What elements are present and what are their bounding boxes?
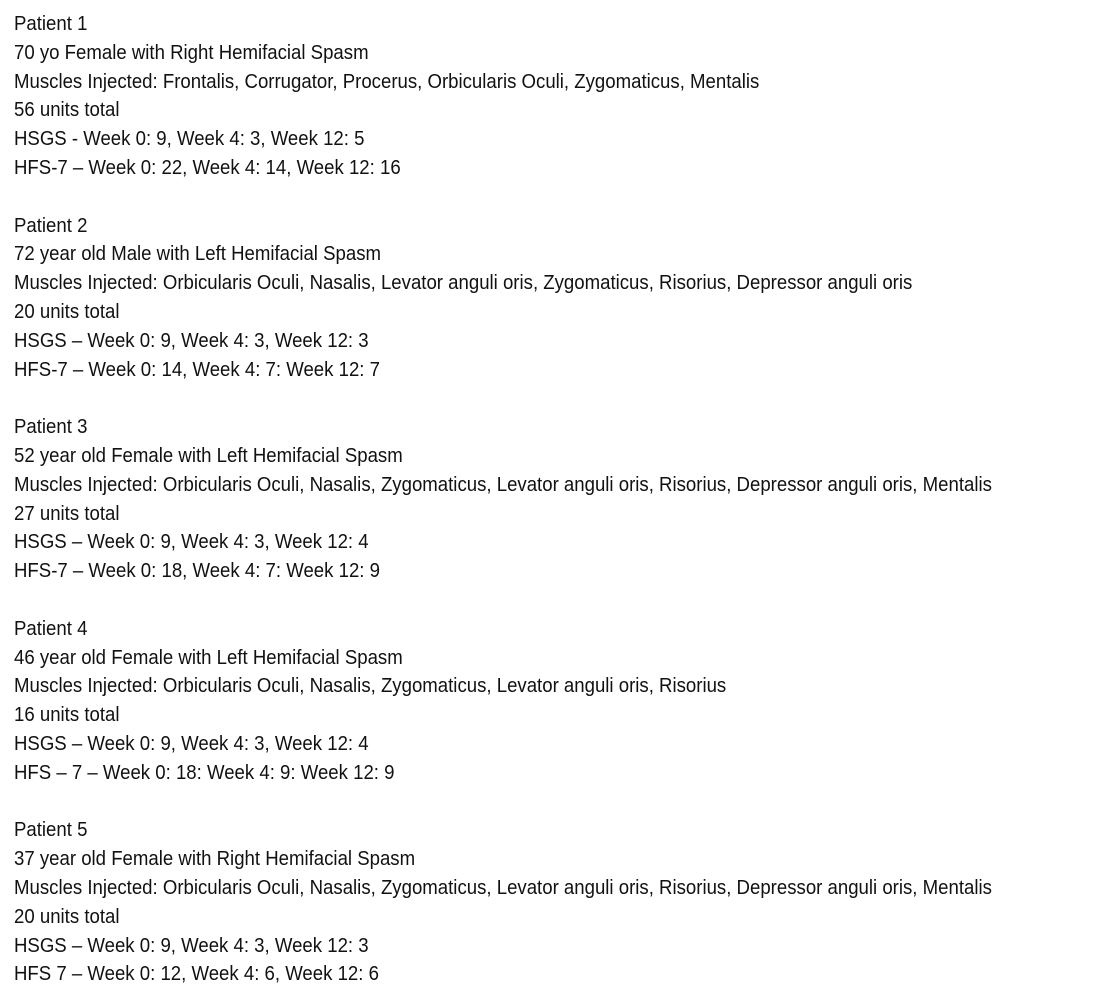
units-total: 56 units total [14,99,120,122]
hfs-scores: HFS-7 – Week 0: 22, Week 4: 14, Week 12: 16 [14,156,401,179]
hsgs-scores: HSGS – Week 0: 9, Week 4: 3, Week 12: 3 [14,329,369,352]
muscles-injected: Muscles Injected: Orbicularis Oculi, Nasalis, Levator anguli oris, Zygomaticus, Risorius, Depressor anguli oris [14,272,913,295]
muscles-injected: Muscles Injected: Orbicularis Oculi, Nasalis, Zygomaticus, Levator anguli oris, Risorius, Depressor anguli oris, Mentalis [14,473,992,496]
patient-block-2 [14,212,992,385]
units-total: 27 units total [14,502,120,525]
patient-description: 37 year old Female with Right Hemifacial Spasm [14,848,416,871]
hfs-scores: HFS-7 – Week 0: 14, Week 4: 7: Week 12: 7 [14,358,380,381]
patient-description: 46 year old Female with Left Hemifacial Spasm [14,646,403,669]
units-total: 20 units total [14,300,120,323]
units-total: 16 units total [14,704,120,727]
hfs-scores: HFS 7 – Week 0: 12, Week 4: 6, Week 12: 6 [14,963,379,986]
hsgs-scores: HSGS – Week 0: 9, Week 4: 3, Week 12: 3 [14,934,369,957]
patient-title: Patient 1 [14,13,88,35]
patient-title: Patient 2 [14,214,88,237]
patient-description: 52 year old Female with Left Hemifacial Spasm [14,444,403,467]
patient-title: Patient 4 [14,617,88,640]
units-total: 20 units total [14,905,120,928]
patient-block-5 [14,816,992,989]
muscles-injected: Muscles Injected: Frontalis, Corrugator, Procerus, Orbicularis Oculi, Zygomaticus, Mentalis [14,70,760,93]
patient-block-3 [14,413,992,586]
document-body [14,10,992,989]
patient-block-4 [14,615,992,788]
patient-block-1 [14,10,992,183]
hsgs-scores: HSGS - Week 0: 9, Week 4: 3, Week 12: 5 [14,128,365,151]
patient-title: Patient 5 [14,819,88,842]
hfs-scores: HFS – 7 – Week 0: 18: Week 4: 9: Week 12: 9 [14,761,395,784]
hfs-scores: HFS-7 – Week 0: 18, Week 4: 7: Week 12: 9 [14,560,380,583]
muscles-injected: Muscles Injected: Orbicularis Oculi, Nasalis, Zygomaticus, Levator anguli oris, Risorius [14,675,727,698]
hsgs-scores: HSGS – Week 0: 9, Week 4: 3, Week 12: 4 [14,531,369,554]
hsgs-scores: HSGS – Week 0: 9, Week 4: 3, Week 12: 4 [14,732,369,755]
patient-title: Patient 3 [14,416,88,439]
patient-description: 72 year old Male with Left Hemifacial Spasm [14,243,382,266]
patient-description: 70 yo Female with Right Hemifacial Spasm [14,41,369,64]
muscles-injected: Muscles Injected: Orbicularis Oculi, Nasalis, Zygomaticus, Levator anguli oris, Risorius, Depressor anguli oris, Mentalis [14,876,992,899]
